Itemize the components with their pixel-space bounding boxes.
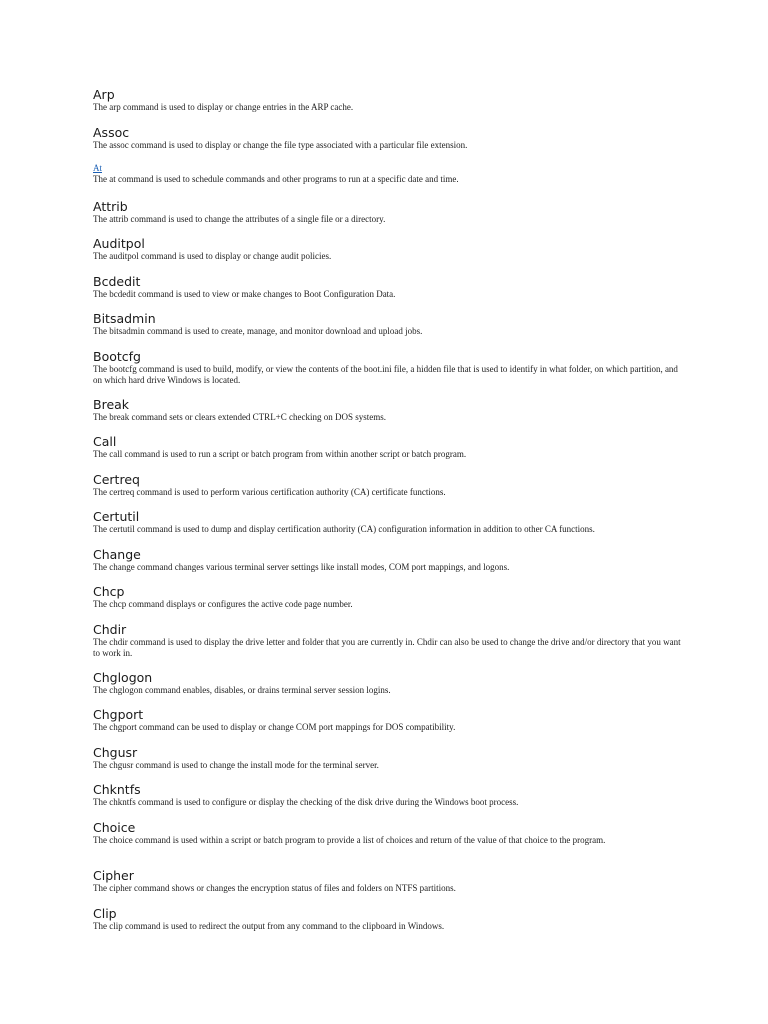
command-entry: [93, 906, 683, 944]
command-entry: [93, 311, 683, 349]
command-entry: [93, 670, 683, 708]
command-entry: [93, 868, 683, 906]
command-entry: [93, 162, 683, 199]
command-description: The arp command is used to display or change entries in the ARP cache.: [93, 102, 354, 112]
command-name: Attrib: [93, 198, 128, 214]
command-name: Chdir: [93, 621, 127, 637]
command-name: Choice: [93, 819, 136, 835]
command-name: Assoc: [93, 124, 130, 140]
command-entry: [93, 547, 683, 585]
command-description: The clip command is used to redirect the output from any command to the clipboard in Windows.: [93, 920, 445, 931]
command-description: The certreq command is used to perform various certification authority (CA) certificate functions.: [93, 486, 446, 497]
command-entry: [93, 274, 683, 312]
command-entry: [93, 782, 683, 820]
command-name: Bitsadmin: [93, 311, 156, 326]
command-entry: [93, 707, 683, 745]
command-name: Chglogon: [93, 669, 153, 685]
command-entry: [93, 622, 683, 670]
command-name: Chcp: [93, 584, 125, 599]
command-description: The bitsadmin command is used to create, manage, and monitor download and upload jobs.: [93, 326, 423, 336]
command-description: The chglogon command enables, disables, or drains terminal server session logins.: [93, 684, 391, 695]
command-entry: [93, 125, 683, 159]
command-description: The auditpol command is used to display or change audit policies.: [93, 251, 332, 261]
command-name: Bcdedit: [93, 273, 141, 289]
command-description: The at command is used to schedule commands and other programs to run at a specific date and time.: [93, 173, 459, 184]
command-name: Chgport: [93, 707, 144, 722]
command-description: The chgusr command is used to change the install mode for the terminal server.: [93, 759, 379, 770]
command-description: The attrib command is used to change the attributes of a single file or a directory.: [93, 213, 386, 224]
command-list: [93, 87, 683, 943]
command-name: Clip: [93, 905, 117, 921]
command-name: Arp: [93, 87, 115, 102]
command-name: Bootcfg: [93, 348, 141, 364]
command-entry: [93, 820, 683, 869]
command-description: The call command is used to run a script or batch program from within another script or batch program.: [93, 449, 467, 459]
command-description: The bootcfg command is used to build, modify, or view the contents of the boot.ini file, a hidden file that is used to identify in what folder, on which partition, and on which hard drive Windows is located.: [93, 363, 678, 385]
command-description: The chgport command can be used to display or change COM port mappings for DOS compatibility.: [93, 722, 456, 732]
command-description: The bcdedit command is used to view or make changes to Boot Configuration Data.: [93, 288, 396, 299]
command-entry: [93, 584, 683, 622]
command-name: Certutil: [93, 509, 140, 524]
command-description: The chkntfs command is used to configure or display the checking of the disk drive during the Windows boot process.: [93, 797, 519, 807]
command-name: Break: [93, 396, 130, 412]
command-entry: [93, 236, 683, 274]
command-entry: [93, 349, 683, 397]
command-description: The assoc command is used to display or change the file type associated with a particular file extension.: [93, 139, 468, 150]
command-entry: [93, 434, 683, 472]
command-description: The break command sets or clears extended CTRL+C checking on DOS systems.: [93, 411, 387, 422]
command-entry: [93, 199, 683, 237]
command-name: Cipher: [93, 868, 134, 883]
command-name: Change: [93, 546, 141, 562]
command-entry: [93, 397, 683, 435]
command-name: Chkntfs: [93, 782, 141, 797]
command-description: The chcp command displays or configures the active code page number.: [93, 599, 353, 609]
command-name: Chgusr: [93, 744, 138, 760]
command-description: The choice command is used within a script or batch program to provide a list of choices and return of the value of that choice to the program.: [93, 834, 606, 845]
command-description: The chdir command is used to display the drive letter and folder that you are currently in. Chdir can also be used to change the drive and/or directory that you want to work in.: [93, 636, 681, 658]
command-description: The cipher command shows or changes the encryption status of files and folders on NTFS partitions.: [93, 883, 456, 893]
command-link-at[interactable]: At: [93, 162, 102, 173]
command-name: Auditpol: [93, 236, 145, 251]
command-name: Certreq: [93, 471, 140, 487]
command-name: Call: [93, 434, 117, 449]
command-entry: [93, 745, 683, 783]
command-entry: [93, 472, 683, 510]
command-entry: [93, 87, 683, 125]
command-entry: [93, 509, 683, 547]
command-description: The certutil command is used to dump and display certification authority (CA) configuration information in addition to other CA functions.: [93, 524, 595, 534]
command-description: The change command changes various terminal server settings like install modes, COM port mappings, and logons.: [93, 561, 510, 572]
